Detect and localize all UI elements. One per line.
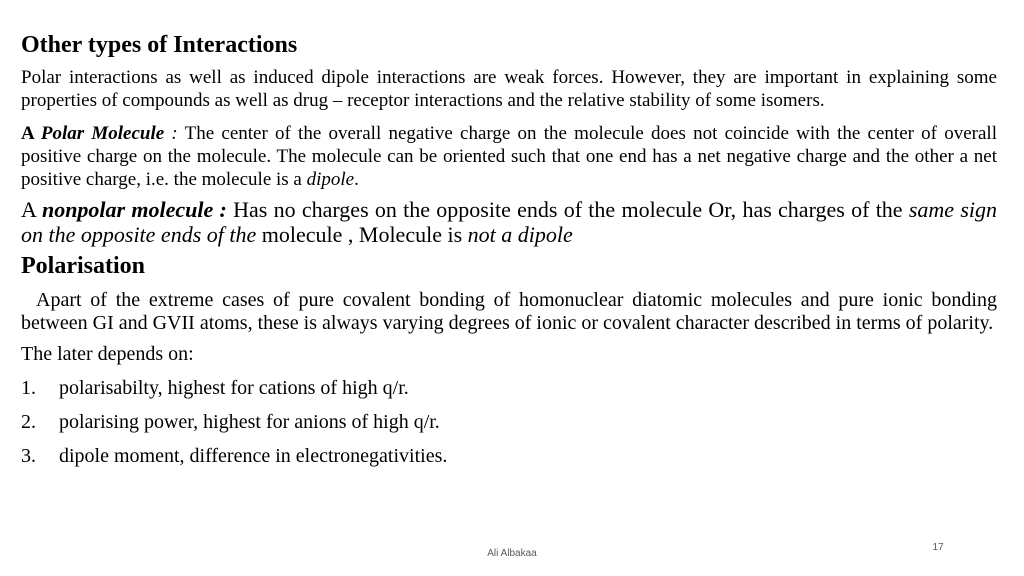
- list-item-number: 2.: [21, 411, 36, 433]
- list-item: [21, 410, 997, 434]
- slide-content: [21, 30, 997, 468]
- list-item: [21, 376, 997, 400]
- footer-author: Ali Albakaa: [487, 548, 537, 559]
- nonpolar-italic-1: same sign on the opposite ends of the: [21, 197, 997, 247]
- nonpolar-molecule-paragraph: [21, 197, 997, 247]
- polar-molecule-paragraph: [21, 122, 997, 191]
- depends-on-text: The later depends on:: [21, 343, 194, 365]
- list-item-text: polarisabilty, highest for cations of high q/r.: [59, 377, 409, 399]
- intro-paragraph: Polar interactions as well as induced dipole interactions are weak forces. However, they are important in explaining some properties of compounds as well as drug – receptor interactions and the relative stability of some isomers.: [21, 67, 997, 111]
- dipole-word: dipole: [306, 169, 355, 190]
- nonpolar-text-1: Has no charges on the opposite ends of the molecule Or, has charges of the: [226, 197, 909, 222]
- polar-colon: :: [164, 123, 178, 144]
- polarisation-heading: Polarisation: [21, 253, 145, 279]
- list-item-number: 1.: [21, 377, 36, 399]
- slide-title: Other types of Interactions: [21, 32, 298, 58]
- polar-molecule-text: The center of the overall negative charge on the molecule does not coincide with the center of overall positive charge on the molecule. The molecule can be oriented such that one end has a net negative charge and the other a net positive charge, i.e. the molecule is a: [21, 123, 997, 190]
- polar-prefix: A: [21, 123, 41, 144]
- polarisation-paragraph: Apart of the extreme cases of pure covalent bonding of homonuclear diatomic molecules and pure ionic bonding between GI and GVII atoms, these is always varying degrees of ionic or covalent character described in terms of polarity.: [21, 289, 997, 334]
- list-item-text: polarising power, highest for anions of high q/r.: [59, 411, 440, 433]
- nonpolar-italic-2: not a dipole: [467, 222, 573, 247]
- nonpolar-text-2: molecule , Molecule is: [256, 222, 468, 247]
- page-number: 17: [932, 542, 944, 553]
- list-item-text: dipole moment, difference in electronegativities.: [59, 445, 448, 467]
- nonpolar-prefix: A: [21, 197, 42, 222]
- list-item: [21, 444, 997, 468]
- polar-molecule-term: Polar Molecule: [40, 123, 165, 144]
- nonpolar-molecule-term: nonpolar molecule :: [41, 197, 227, 222]
- depends-on-list: [21, 376, 997, 468]
- polar-end: .: [354, 169, 359, 190]
- list-item-number: 3.: [21, 445, 36, 467]
